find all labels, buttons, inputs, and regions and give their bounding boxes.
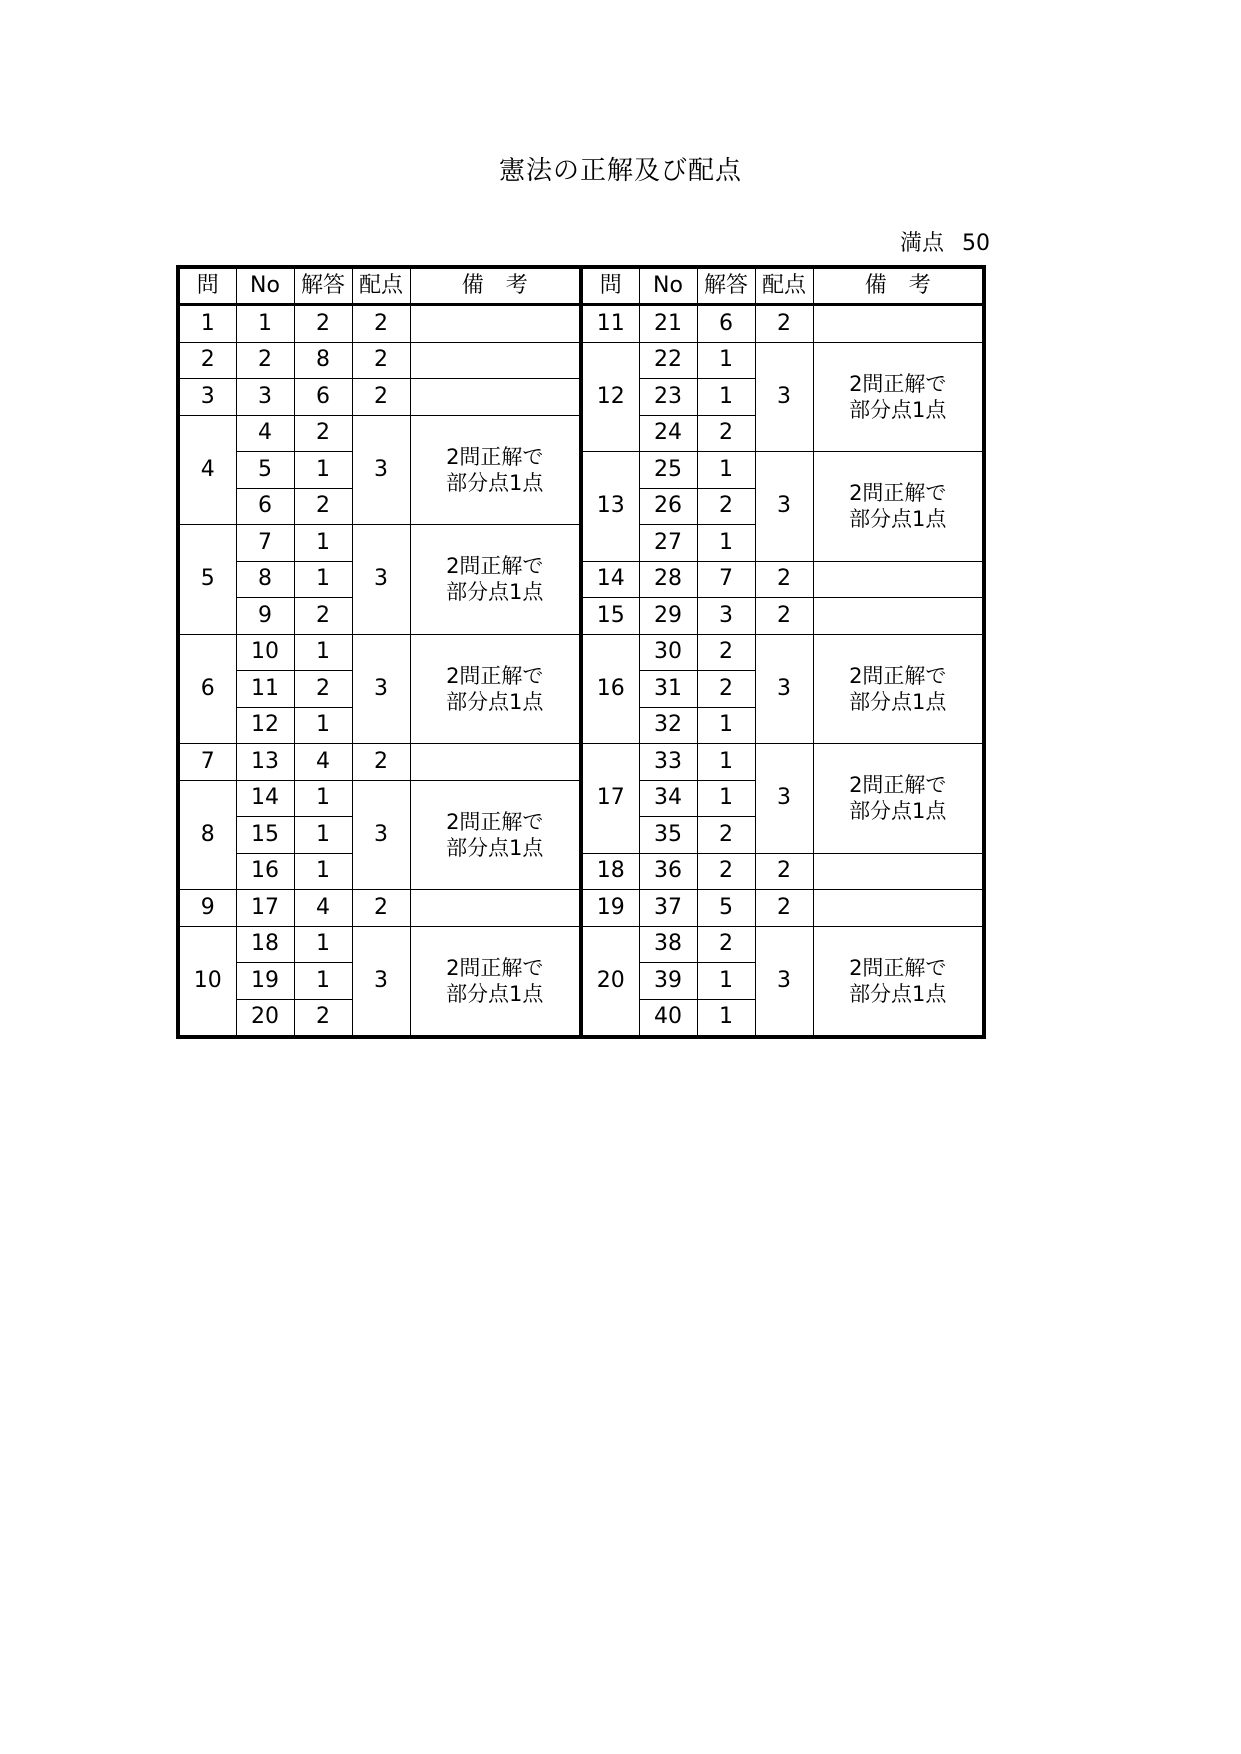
- question-cell: 17: [581, 744, 639, 854]
- table-row: [178, 415, 581, 452]
- answer-cell: 2: [697, 415, 755, 452]
- points-cell: 3: [755, 634, 813, 744]
- points-cell: 2: [755, 853, 813, 890]
- points-cell: 3: [352, 634, 410, 744]
- question-cell: 9: [178, 890, 236, 927]
- points-cell: 2: [755, 561, 813, 598]
- no-cell: 19: [236, 963, 294, 1000]
- points-cell: 2: [352, 379, 410, 416]
- table-row: [178, 525, 581, 562]
- no-cell: 14: [236, 780, 294, 817]
- no-cell: 17: [236, 890, 294, 927]
- answer-cell: 2: [294, 598, 352, 635]
- note-line-1: 2問正解で: [849, 481, 947, 506]
- table-row: [178, 342, 581, 379]
- no-cell: 20: [236, 999, 294, 1037]
- answer-cell: 8: [294, 342, 352, 379]
- answer-cell: 1: [294, 634, 352, 671]
- answer-cell: 1: [294, 780, 352, 817]
- answer-cell: 1: [294, 926, 352, 963]
- question-cell: 4: [178, 415, 236, 525]
- answer-cell: 6: [697, 305, 755, 343]
- answer-cell: 6: [294, 379, 352, 416]
- table-row: [581, 561, 984, 598]
- answer-cell: 2: [697, 671, 755, 708]
- answer-cell: 1: [697, 379, 755, 416]
- note-cell: [410, 342, 581, 379]
- note-cell: [813, 452, 984, 562]
- note-line-2: 部分点1点: [849, 397, 947, 422]
- header-note: 備 考: [813, 267, 984, 305]
- table-row: [178, 305, 581, 343]
- note-cell: [813, 342, 984, 452]
- no-cell: 8: [236, 561, 294, 598]
- note-cell: [410, 926, 581, 1037]
- header-answer: 解答: [294, 267, 352, 305]
- points-cell: 2: [755, 598, 813, 635]
- no-cell: 3: [236, 379, 294, 416]
- answer-table-left: [176, 265, 583, 1039]
- header-no: No: [236, 267, 294, 305]
- answer-cell: 2: [697, 853, 755, 890]
- no-cell: 13: [236, 744, 294, 781]
- question-cell: 19: [581, 890, 639, 927]
- table-row: [581, 598, 984, 635]
- no-cell: 2: [236, 342, 294, 379]
- note-line-2: 部分点1点: [849, 981, 947, 1006]
- note-cell: [813, 598, 984, 635]
- header-note: 備 考: [410, 267, 581, 305]
- answer-cell: 1: [697, 525, 755, 562]
- points-cell: 2: [352, 744, 410, 781]
- note-line-2: 部分点1点: [446, 470, 544, 495]
- points-cell: 3: [352, 780, 410, 890]
- answer-cell: 1: [697, 707, 755, 744]
- answer-cell: 1: [697, 780, 755, 817]
- note-line-2: 部分点1点: [849, 799, 947, 824]
- question-cell: 5: [178, 525, 236, 635]
- answer-cell: 1: [697, 452, 755, 489]
- question-cell: 15: [581, 598, 639, 635]
- answer-cell: 1: [294, 707, 352, 744]
- no-cell: 32: [639, 707, 697, 744]
- points-cell: 3: [755, 926, 813, 1037]
- question-cell: 8: [178, 780, 236, 890]
- no-cell: 24: [639, 415, 697, 452]
- table-header-row: [178, 267, 581, 305]
- points-cell: 3: [755, 342, 813, 452]
- answer-cell: 1: [294, 525, 352, 562]
- no-cell: 31: [639, 671, 697, 708]
- answer-cell: 7: [697, 561, 755, 598]
- table-row: [581, 890, 984, 927]
- no-cell: 5: [236, 452, 294, 489]
- note-cell: [813, 926, 984, 1037]
- note-cell: [410, 744, 581, 781]
- note-cell: [410, 415, 581, 525]
- points-cell: 2: [352, 342, 410, 379]
- answer-cell: 1: [697, 744, 755, 781]
- no-cell: 15: [236, 817, 294, 854]
- note-line-1: 2問正解で: [849, 371, 947, 396]
- table-row: [581, 634, 984, 671]
- question-cell: 20: [581, 926, 639, 1037]
- question-cell: 6: [178, 634, 236, 744]
- table-header-row: [581, 267, 984, 305]
- no-cell: 30: [639, 634, 697, 671]
- no-cell: 39: [639, 963, 697, 1000]
- question-cell: 14: [581, 561, 639, 598]
- table-row: [581, 926, 984, 963]
- no-cell: 21: [639, 305, 697, 343]
- answer-cell: 5: [697, 890, 755, 927]
- points-cell: 3: [755, 744, 813, 854]
- note-line-1: 2問正解で: [849, 663, 947, 688]
- question-cell: 11: [581, 305, 639, 343]
- note-line-1: 2問正解で: [446, 444, 544, 469]
- answer-cell: 2: [294, 415, 352, 452]
- answer-cell: 1: [697, 963, 755, 1000]
- question-cell: 2: [178, 342, 236, 379]
- note-cell: [410, 525, 581, 635]
- note-cell: [410, 634, 581, 744]
- answer-cell: 1: [294, 853, 352, 890]
- answer-cell: 3: [697, 598, 755, 635]
- note-line-2: 部分点1点: [446, 689, 544, 714]
- no-cell: 18: [236, 926, 294, 963]
- question-cell: 13: [581, 452, 639, 562]
- note-line-2: 部分点1点: [446, 580, 544, 605]
- note-cell: [410, 305, 581, 343]
- answer-table-right: [579, 265, 986, 1039]
- points-cell: 2: [755, 890, 813, 927]
- no-cell: 40: [639, 999, 697, 1037]
- note-cell: [813, 744, 984, 854]
- no-cell: 16: [236, 853, 294, 890]
- question-cell: 1: [178, 305, 236, 343]
- no-cell: 25: [639, 452, 697, 489]
- full-score-label: 満点: [899, 231, 944, 256]
- no-cell: 4: [236, 415, 294, 452]
- note-line-2: 部分点1点: [446, 981, 544, 1006]
- header-points: 配点: [352, 267, 410, 305]
- answer-cell: 2: [697, 488, 755, 525]
- table-row: [178, 780, 581, 817]
- no-cell: 33: [639, 744, 697, 781]
- answer-cell: 1: [294, 452, 352, 489]
- answer-cell: 2: [697, 926, 755, 963]
- table-row: [178, 744, 581, 781]
- table-row: [581, 744, 984, 781]
- full-score: [870, 226, 990, 257]
- question-cell: 16: [581, 634, 639, 744]
- note-cell: [813, 890, 984, 927]
- answer-cell: 2: [294, 671, 352, 708]
- table-row: [581, 342, 984, 379]
- table-row: [178, 890, 581, 927]
- note-line-2: 部分点1点: [849, 507, 947, 532]
- points-cell: 3: [352, 415, 410, 525]
- no-cell: 28: [639, 561, 697, 598]
- answer-cell: 2: [294, 488, 352, 525]
- question-cell: 3: [178, 379, 236, 416]
- no-cell: 1: [236, 305, 294, 343]
- no-cell: 29: [639, 598, 697, 635]
- points-cell: 2: [352, 305, 410, 343]
- note-line-1: 2問正解で: [446, 955, 544, 980]
- no-cell: 9: [236, 598, 294, 635]
- answer-cell: 2: [294, 999, 352, 1037]
- points-cell: 2: [755, 305, 813, 343]
- no-cell: 26: [639, 488, 697, 525]
- table-row: [178, 634, 581, 671]
- note-cell: [410, 890, 581, 927]
- answer-cell: 4: [294, 890, 352, 927]
- table-row: [581, 853, 984, 890]
- note-line-2: 部分点1点: [849, 689, 947, 714]
- answer-cell: 2: [697, 634, 755, 671]
- answer-cell: 4: [294, 744, 352, 781]
- answer-cell: 2: [697, 817, 755, 854]
- no-cell: 38: [639, 926, 697, 963]
- no-cell: 11: [236, 671, 294, 708]
- no-cell: 22: [639, 342, 697, 379]
- answer-cell: 1: [294, 561, 352, 598]
- points-cell: 3: [352, 926, 410, 1037]
- answer-cell: 1: [294, 963, 352, 1000]
- note-line-2: 部分点1点: [446, 835, 544, 860]
- note-cell: [813, 853, 984, 890]
- points-cell: 3: [755, 452, 813, 562]
- note-line-1: 2問正解で: [446, 554, 544, 579]
- answer-cell: 1: [294, 817, 352, 854]
- table-row: [178, 926, 581, 963]
- question-cell: 18: [581, 853, 639, 890]
- no-cell: 10: [236, 634, 294, 671]
- note-line-1: 2問正解で: [446, 809, 544, 834]
- answer-cell: 1: [697, 342, 755, 379]
- answer-cell: 1: [697, 999, 755, 1037]
- no-cell: 23: [639, 379, 697, 416]
- note-cell: [813, 305, 984, 343]
- page-title: 憲法の正解及び配点: [498, 156, 742, 186]
- header-points: 配点: [755, 267, 813, 305]
- note-cell: [410, 379, 581, 416]
- no-cell: 37: [639, 890, 697, 927]
- note-line-1: 2問正解で: [849, 773, 947, 798]
- no-cell: 35: [639, 817, 697, 854]
- note-cell: [813, 634, 984, 744]
- no-cell: 7: [236, 525, 294, 562]
- no-cell: 36: [639, 853, 697, 890]
- no-cell: 34: [639, 780, 697, 817]
- points-cell: 3: [352, 525, 410, 635]
- no-cell: 6: [236, 488, 294, 525]
- header-question: 問: [581, 267, 639, 305]
- question-cell: 12: [581, 342, 639, 452]
- question-cell: 7: [178, 744, 236, 781]
- note-line-1: 2問正解で: [446, 663, 544, 688]
- table-row: [581, 305, 984, 343]
- note-cell: [410, 780, 581, 890]
- points-cell: 2: [352, 890, 410, 927]
- header-question: 問: [178, 267, 236, 305]
- table-row: [581, 452, 984, 489]
- question-cell: 10: [178, 926, 236, 1037]
- note-line-1: 2問正解で: [849, 955, 947, 980]
- table-row: [178, 379, 581, 416]
- answer-cell: 2: [294, 305, 352, 343]
- header-answer: 解答: [697, 267, 755, 305]
- no-cell: 12: [236, 707, 294, 744]
- note-cell: [813, 561, 984, 598]
- full-score-value: 50: [962, 231, 990, 256]
- header-no: No: [639, 267, 697, 305]
- no-cell: 27: [639, 525, 697, 562]
